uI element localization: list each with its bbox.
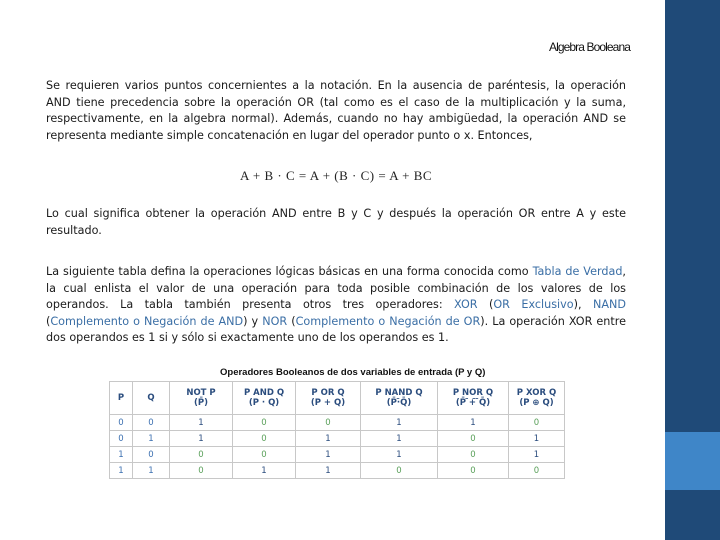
table-cell: 0	[110, 431, 133, 447]
table-cell: 0	[438, 447, 509, 463]
table-cell: 0	[438, 431, 509, 447]
table-cell: 1	[509, 447, 565, 463]
table-row	[110, 415, 565, 431]
header-nand: P NAND Q (P̄·̄Q̄)	[361, 382, 438, 415]
table-header-row	[110, 382, 565, 415]
table-cell: 1	[110, 463, 133, 479]
table-cell: 0	[233, 415, 296, 431]
table-cell: 1	[361, 431, 438, 447]
table-cell: 1	[296, 447, 361, 463]
formula: A + B · C = A + (B · C) = A + BC	[240, 168, 433, 183]
paragraph-notation: Se requieren varios puntos concernientes a la notación. En la ausencia de paréntesis, la operación AND tiene precedencia sobre la operación OR (tal como es el caso de la multiplicación y la suma, respectivamente, en la algebra normal). Además, cuando no hay ambigüedad, la operación AND se representa mediante simple concatenación en lugar del operador punto o x. Entonces,	[46, 79, 626, 142]
paragraph-truth-table: La siguiente tabla defina la operaciones lógicas básicas en una forma conocida como Tabla de Verdad, la cual enlista el valor de una operación para toda posible combinación de los valores de los operandos. La tabla también presenta otros tres operadores: XOR (OR Exclusivo), NAND (Complemento o Negación de AND) y NOR (Complemento o Negación de OR). La operación XOR entre dos operandos es 1 si y sólo si exactamente uno de los operandos es 1.	[46, 265, 627, 344]
table-cell: 0	[133, 415, 170, 431]
term-or-exclusivo: OR Exclusivo	[493, 298, 574, 311]
right-sidebar-bar	[665, 0, 720, 540]
table-row	[110, 463, 565, 479]
table-cell: 1	[133, 463, 170, 479]
table-cell: 1	[296, 431, 361, 447]
table-cell: 0	[110, 415, 133, 431]
term-xor: XOR	[454, 298, 478, 311]
slide-title: Algebra Booleana	[548, 40, 630, 54]
header-or: P OR Q (P + Q)	[296, 382, 361, 415]
table-cell: 1	[133, 431, 170, 447]
header-and: P AND Q (P · Q)	[233, 382, 296, 415]
header-q: Q	[133, 382, 170, 415]
truth-table	[109, 381, 565, 479]
table-cell: 1	[509, 431, 565, 447]
table-cell: 0	[170, 463, 233, 479]
table-cell: 0	[170, 447, 233, 463]
table-cell: 1	[361, 447, 438, 463]
table-cell: 0	[509, 415, 565, 431]
table-cell: 0	[233, 431, 296, 447]
sidebar-accent-band	[665, 432, 720, 490]
term-nor-desc: Complemento o Negación de OR	[295, 314, 481, 328]
header-p: P	[110, 382, 133, 415]
table-cell: 0	[296, 415, 361, 431]
table-cell: 0	[133, 447, 170, 463]
table-cell: 1	[170, 431, 233, 447]
table-cell: 1	[296, 463, 361, 479]
table-cell: 0	[509, 463, 565, 479]
table-cell: 1	[110, 447, 133, 463]
table-row	[110, 447, 565, 463]
table-cell: 1	[361, 415, 438, 431]
table-cell: 1	[170, 415, 233, 431]
table-cell: 1	[233, 463, 296, 479]
table-cell: 0	[361, 463, 438, 479]
truth-table-image	[108, 364, 566, 489]
term-nand: NAND	[592, 298, 626, 311]
header-xor: P XOR Q (P ⊕ Q)	[509, 382, 565, 415]
term-nand-desc: Complemento o Negación de AND	[50, 314, 244, 328]
paragraph-meaning: Lo cual significa obtener la operación AND entre B y C y después la operación OR entre A y este resultado.	[46, 207, 626, 237]
table-cell: 0	[233, 447, 296, 463]
table-cell: 1	[438, 415, 509, 431]
table-row	[110, 431, 565, 447]
link-tabla-de-verdad: Tabla de Verdad	[532, 265, 623, 278]
term-nor: NOR	[262, 314, 288, 328]
header-not-p: NOT P (P̄)	[170, 382, 233, 415]
header-nor: P NOR Q (P̄ ̄+̄ ̄Q̄)	[438, 382, 509, 415]
table-cell: 0	[438, 463, 509, 479]
table-title: Operadores Booleanos de dos variables de entrada (P y Q)	[220, 367, 486, 378]
